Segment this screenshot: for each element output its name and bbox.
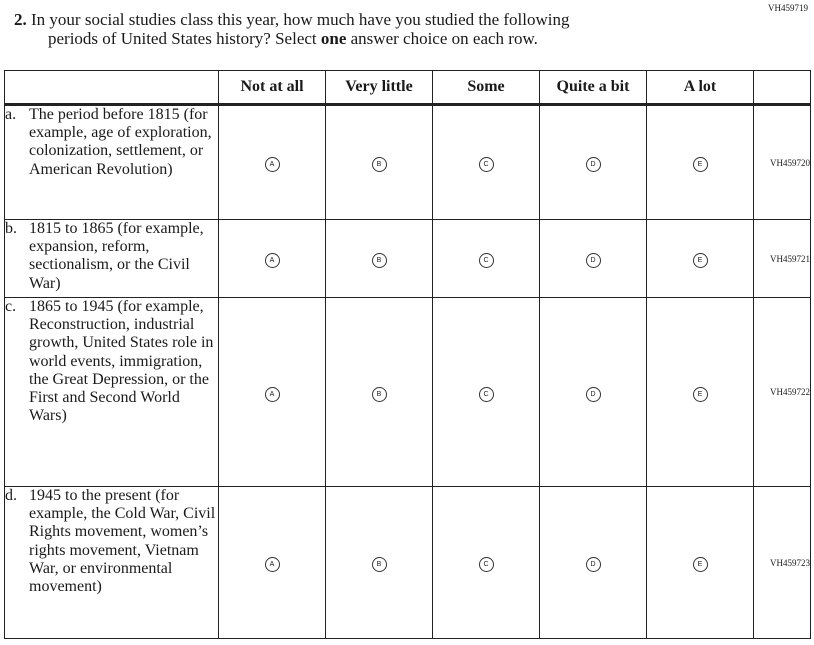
header-row xyxy=(5,71,811,105)
item-code: VH459719 xyxy=(768,3,808,13)
row-code: VH459721 xyxy=(754,220,811,298)
column-header: Not at all xyxy=(219,71,326,105)
option-cell[interactable] xyxy=(540,298,647,487)
row-text: 1815 to 1865 (for example, expansion, reform, sectionalism, or the Civil War) xyxy=(29,220,204,292)
option-cell[interactable] xyxy=(326,298,433,487)
answer-bubble[interactable]: D xyxy=(586,557,601,572)
option-cell[interactable] xyxy=(326,105,433,220)
option-cell[interactable] xyxy=(540,105,647,220)
row-text: 1945 to the present (for example, the Cold War, Civil Rights movement, women’s rights movement, Vietnam War, or environmental movement) xyxy=(29,487,216,596)
option-cell[interactable] xyxy=(433,220,540,298)
answer-bubble[interactable]: C xyxy=(479,253,494,268)
question-line-1: In your social studies class this year, how much have you studied the following xyxy=(31,10,570,29)
option-cell[interactable] xyxy=(540,487,647,639)
row-label xyxy=(5,220,219,298)
question-line-2 xyxy=(14,29,714,48)
answer-bubble[interactable]: B xyxy=(372,557,387,572)
option-cell[interactable] xyxy=(326,220,433,298)
answer-bubble[interactable]: E xyxy=(693,387,708,402)
option-cell[interactable] xyxy=(647,298,754,487)
answer-bubble[interactable]: D xyxy=(586,387,601,402)
row-code: VH459722 xyxy=(754,298,811,487)
column-header: Quite a bit xyxy=(540,71,647,105)
answer-bubble[interactable]: C xyxy=(479,157,494,172)
answer-bubble[interactable]: E xyxy=(693,557,708,572)
row-letter: b. xyxy=(5,220,17,237)
table-row xyxy=(5,487,811,639)
option-cell[interactable] xyxy=(433,487,540,639)
option-cell[interactable] xyxy=(433,105,540,220)
option-cell[interactable] xyxy=(540,220,647,298)
answer-bubble[interactable]: B xyxy=(372,157,387,172)
answer-bubble[interactable]: A xyxy=(265,557,280,572)
column-header: Very little xyxy=(326,71,433,105)
option-cell[interactable] xyxy=(219,298,326,487)
answer-bubble[interactable]: D xyxy=(586,157,601,172)
header-blank xyxy=(754,71,811,105)
row-code: VH459723 xyxy=(754,487,811,639)
row-label xyxy=(5,487,219,639)
option-cell[interactable] xyxy=(647,105,754,220)
row-letter: d. xyxy=(5,487,17,504)
option-cell[interactable] xyxy=(219,220,326,298)
question-line-2-start: periods of United States history? Select xyxy=(48,29,321,48)
answer-bubble[interactable]: E xyxy=(693,157,708,172)
row-code: VH459720 xyxy=(754,105,811,220)
header-blank xyxy=(5,71,219,105)
option-cell[interactable] xyxy=(433,298,540,487)
question-emphasis: one xyxy=(320,29,347,48)
option-cell[interactable] xyxy=(219,487,326,639)
answer-bubble[interactable]: C xyxy=(479,557,494,572)
option-cell[interactable] xyxy=(326,487,433,639)
answer-bubble[interactable]: B xyxy=(372,387,387,402)
column-header: Some xyxy=(433,71,540,105)
row-text: 1865 to 1945 (for example, Reconstruction, industrial growth, United States role in world events, immigration, the Great Depression, or the First and Second World Wars) xyxy=(29,298,214,425)
answer-bubble[interactable]: C xyxy=(479,387,494,402)
table-row xyxy=(5,298,811,487)
option-cell[interactable] xyxy=(219,105,326,220)
row-text: The period before 1815 (for example, age of exploration, colonization, settlement, or American Revolution) xyxy=(29,106,212,178)
answer-bubble[interactable]: A xyxy=(265,157,280,172)
option-cell[interactable] xyxy=(647,220,754,298)
column-header: A lot xyxy=(647,71,754,105)
table-row xyxy=(5,220,811,298)
option-cell[interactable] xyxy=(647,487,754,639)
row-label xyxy=(5,298,219,487)
question-prompt xyxy=(14,10,714,48)
row-label xyxy=(5,105,219,220)
row-letter: c. xyxy=(5,298,17,315)
answer-bubble[interactable]: D xyxy=(586,253,601,268)
question-line-2-end: answer choice on each row. xyxy=(346,29,538,48)
answer-bubble[interactable]: E xyxy=(693,253,708,268)
answer-bubble[interactable]: B xyxy=(372,253,387,268)
answer-bubble[interactable]: A xyxy=(265,387,280,402)
question-number: 2. xyxy=(14,10,27,29)
row-letter: a. xyxy=(5,106,17,123)
table-row xyxy=(5,105,811,220)
answer-bubble[interactable]: A xyxy=(265,253,280,268)
response-grid xyxy=(4,70,811,639)
